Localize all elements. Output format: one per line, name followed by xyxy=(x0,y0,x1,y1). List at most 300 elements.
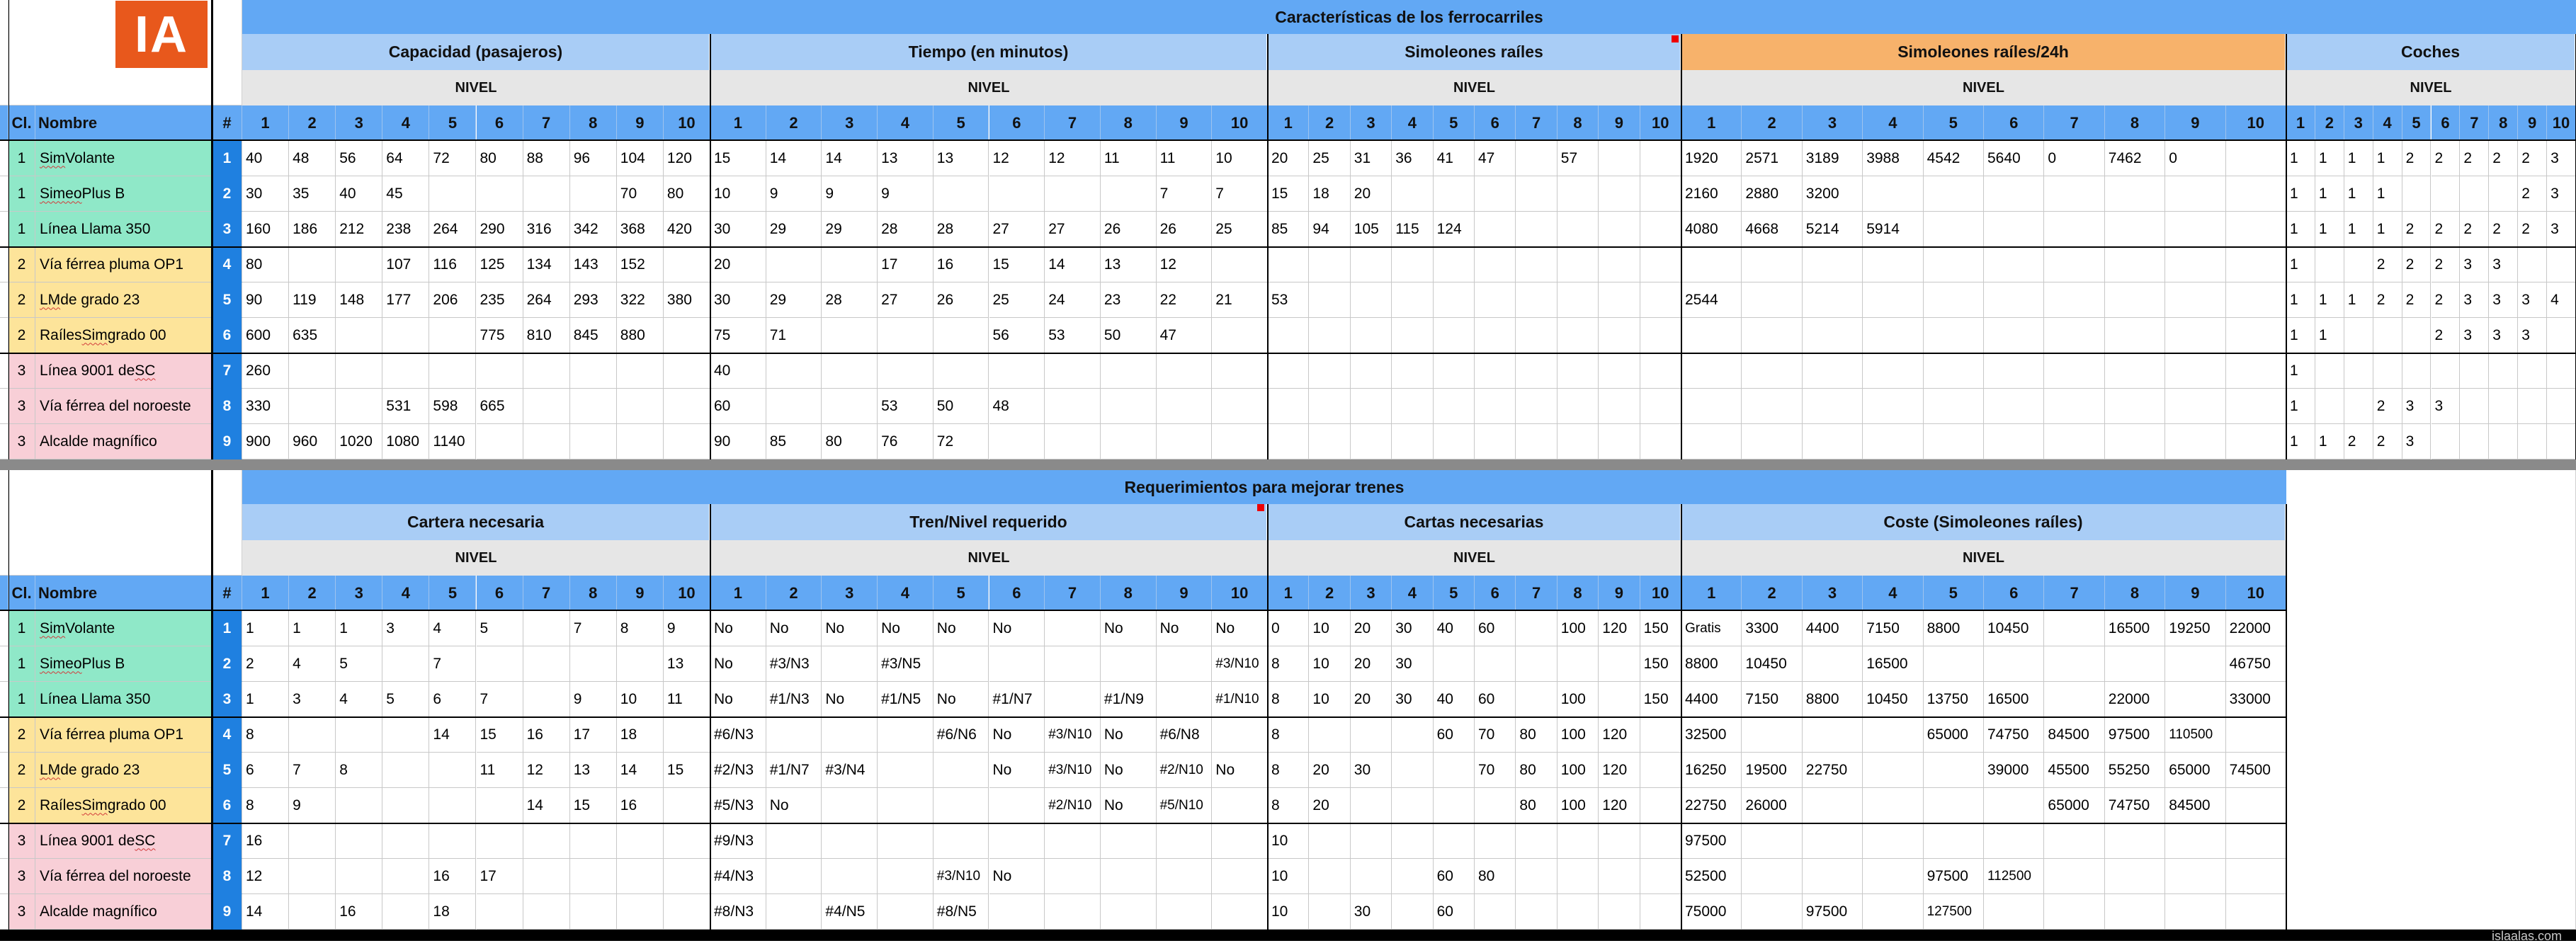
level-number[interactable]: 8 xyxy=(1101,576,1157,611)
data-cell[interactable] xyxy=(382,353,429,389)
data-cell[interactable]: 46750 xyxy=(2226,646,2286,682)
data-cell[interactable]: 7 xyxy=(429,646,476,682)
data-cell[interactable] xyxy=(570,353,617,389)
data-cell[interactable]: No xyxy=(989,753,1045,788)
data-cell[interactable] xyxy=(2105,212,2165,247)
data-cell[interactable] xyxy=(1599,859,1640,894)
row-number[interactable]: 7 xyxy=(212,823,242,859)
data-cell[interactable]: 72 xyxy=(934,424,989,459)
data-cell[interactable] xyxy=(1157,894,1213,930)
data-cell[interactable]: #1/N7 xyxy=(766,753,822,788)
row-gutter[interactable] xyxy=(0,859,8,894)
data-cell[interactable]: 152 xyxy=(617,247,664,282)
group-header[interactable]: Coste (Simoleones raíles) xyxy=(1681,504,2286,540)
data-cell[interactable] xyxy=(2165,318,2225,353)
data-cell[interactable] xyxy=(2402,353,2432,389)
data-cell[interactable]: 8 xyxy=(1268,788,1309,823)
col-header-class[interactable]: Cl. xyxy=(8,105,35,141)
data-cell[interactable]: 22000 xyxy=(2105,682,2165,717)
level-band[interactable]: NIVEL xyxy=(1681,540,2286,576)
row-name[interactable]: LM de grado 23 xyxy=(35,753,212,788)
data-cell[interactable]: 19250 xyxy=(2165,611,2225,646)
row-class[interactable]: 1 xyxy=(8,212,35,247)
data-cell[interactable]: No xyxy=(822,682,878,717)
data-cell[interactable] xyxy=(617,353,664,389)
data-cell[interactable] xyxy=(1742,859,1802,894)
data-cell[interactable] xyxy=(1101,859,1157,894)
data-cell[interactable] xyxy=(1101,176,1157,212)
data-cell[interactable] xyxy=(477,823,523,859)
row-class[interactable]: 2 xyxy=(8,318,35,353)
data-cell[interactable] xyxy=(2344,389,2373,424)
data-cell[interactable]: 70 xyxy=(1475,753,1516,788)
data-cell[interactable]: 2880 xyxy=(1742,176,1802,212)
data-cell[interactable]: 90 xyxy=(242,282,289,318)
data-cell[interactable] xyxy=(1557,212,1599,247)
data-cell[interactable]: 20 xyxy=(1309,753,1350,788)
data-cell[interactable]: 9 xyxy=(822,176,878,212)
data-cell[interactable]: 40 xyxy=(336,176,382,212)
data-cell[interactable] xyxy=(1599,212,1640,247)
row-name[interactable]: Vía férrea pluma OP1 xyxy=(35,247,212,282)
data-cell[interactable] xyxy=(1351,859,1392,894)
data-cell[interactable] xyxy=(1803,282,1863,318)
data-cell[interactable] xyxy=(2165,353,2225,389)
data-cell[interactable]: 3 xyxy=(2547,141,2576,176)
data-cell[interactable]: 30 xyxy=(1351,894,1392,930)
group-header[interactable]: Cartas necesarias xyxy=(1268,504,1681,540)
data-cell[interactable]: 74750 xyxy=(2105,788,2165,823)
row-gutter[interactable] xyxy=(0,318,8,353)
level-number[interactable]: 4 xyxy=(382,105,429,141)
data-cell[interactable] xyxy=(570,389,617,424)
data-cell[interactable]: 134 xyxy=(523,247,570,282)
data-cell[interactable] xyxy=(1475,212,1516,247)
data-cell[interactable]: 900 xyxy=(242,424,289,459)
data-cell[interactable]: No xyxy=(934,611,989,646)
data-cell[interactable] xyxy=(1924,212,1984,247)
data-cell[interactable] xyxy=(1803,717,1863,753)
data-cell[interactable] xyxy=(1742,717,1802,753)
data-cell[interactable]: 1 xyxy=(2344,141,2373,176)
data-cell[interactable] xyxy=(2105,424,2165,459)
data-cell[interactable]: 105 xyxy=(1351,212,1392,247)
level-number[interactable]: 2 xyxy=(1742,576,1802,611)
data-cell[interactable]: 8800 xyxy=(1681,646,1742,682)
data-cell[interactable]: 290 xyxy=(477,212,523,247)
data-cell[interactable]: 1 xyxy=(2286,318,2315,353)
data-cell[interactable] xyxy=(1516,282,1557,318)
data-cell[interactable]: #6/N6 xyxy=(934,717,989,753)
data-cell[interactable]: #8/N5 xyxy=(934,894,989,930)
data-cell[interactable] xyxy=(1742,894,1802,930)
data-cell[interactable] xyxy=(382,788,429,823)
level-number[interactable]: 5 xyxy=(1924,576,1984,611)
data-cell[interactable]: 17 xyxy=(477,859,523,894)
data-cell[interactable] xyxy=(2344,318,2373,353)
data-cell[interactable] xyxy=(766,247,822,282)
row-number[interactable]: 9 xyxy=(212,424,242,459)
data-cell[interactable]: 9 xyxy=(289,788,336,823)
data-cell[interactable] xyxy=(1434,646,1475,682)
data-cell[interactable]: 3 xyxy=(382,611,429,646)
data-cell[interactable] xyxy=(1212,318,1268,353)
row-gutter[interactable] xyxy=(0,424,8,459)
data-cell[interactable] xyxy=(1924,823,1984,859)
data-cell[interactable] xyxy=(1101,823,1157,859)
data-cell[interactable]: 94 xyxy=(1309,212,1350,247)
row-number[interactable]: 9 xyxy=(212,894,242,930)
data-cell[interactable]: 71 xyxy=(766,318,822,353)
row-gutter[interactable] xyxy=(0,389,8,424)
data-cell[interactable] xyxy=(989,176,1045,212)
data-cell[interactable] xyxy=(382,823,429,859)
data-cell[interactable] xyxy=(523,682,570,717)
data-cell[interactable] xyxy=(1309,353,1350,389)
data-cell[interactable]: 5640 xyxy=(1984,141,2044,176)
data-cell[interactable] xyxy=(1924,389,1984,424)
data-cell[interactable] xyxy=(2226,141,2286,176)
data-cell[interactable]: 2 xyxy=(2432,318,2461,353)
data-cell[interactable] xyxy=(1640,788,1681,823)
level-number[interactable]: 5 xyxy=(934,576,989,611)
data-cell[interactable] xyxy=(1392,282,1433,318)
data-cell[interactable]: 30 xyxy=(1351,753,1392,788)
data-cell[interactable] xyxy=(1434,247,1475,282)
level-number[interactable]: 9 xyxy=(2518,105,2547,141)
data-cell[interactable] xyxy=(878,788,934,823)
data-cell[interactable]: 60 xyxy=(1434,894,1475,930)
data-cell[interactable] xyxy=(822,247,878,282)
data-cell[interactable]: 119 xyxy=(289,282,336,318)
data-cell[interactable]: 120 xyxy=(1599,717,1640,753)
data-cell[interactable] xyxy=(2044,318,2104,353)
data-cell[interactable]: No xyxy=(822,611,878,646)
data-cell[interactable]: 16 xyxy=(336,894,382,930)
data-cell[interactable]: 316 xyxy=(523,212,570,247)
data-cell[interactable]: 2 xyxy=(2373,282,2402,318)
data-cell[interactable] xyxy=(1803,424,1863,459)
data-cell[interactable] xyxy=(1392,753,1433,788)
row-number[interactable]: 8 xyxy=(212,859,242,894)
col-header-num[interactable]: # xyxy=(212,576,242,611)
data-cell[interactable] xyxy=(2226,859,2286,894)
data-cell[interactable] xyxy=(664,717,710,753)
data-cell[interactable] xyxy=(1640,318,1681,353)
data-cell[interactable]: 5 xyxy=(477,611,523,646)
data-cell[interactable]: 31 xyxy=(1351,141,1392,176)
data-cell[interactable]: 28 xyxy=(822,282,878,318)
data-cell[interactable]: 80 xyxy=(1516,753,1557,788)
data-cell[interactable] xyxy=(2226,212,2286,247)
level-number[interactable]: 9 xyxy=(617,105,664,141)
data-cell[interactable]: 84500 xyxy=(2044,717,2104,753)
data-cell[interactable]: 1 xyxy=(2344,212,2373,247)
data-cell[interactable] xyxy=(1863,859,1923,894)
data-cell[interactable]: 2 xyxy=(2373,247,2402,282)
data-cell[interactable] xyxy=(1351,282,1392,318)
data-cell[interactable] xyxy=(766,859,822,894)
data-cell[interactable] xyxy=(2165,212,2225,247)
data-cell[interactable]: 20 xyxy=(1268,141,1309,176)
data-cell[interactable]: 3988 xyxy=(1863,141,1923,176)
data-cell[interactable]: 70 xyxy=(1475,717,1516,753)
data-cell[interactable]: 1 xyxy=(2286,247,2315,282)
data-cell[interactable]: #4/N3 xyxy=(710,859,766,894)
data-cell[interactable] xyxy=(1742,318,1802,353)
data-cell[interactable] xyxy=(1516,859,1557,894)
row-name[interactable]: Línea 9001 de SC xyxy=(35,353,212,389)
data-cell[interactable] xyxy=(2044,611,2104,646)
data-cell[interactable] xyxy=(1863,823,1923,859)
data-cell[interactable] xyxy=(878,823,934,859)
data-cell[interactable] xyxy=(1863,247,1923,282)
data-cell[interactable] xyxy=(382,646,429,682)
row-gutter[interactable] xyxy=(0,176,8,212)
data-cell[interactable]: 16 xyxy=(617,788,664,823)
data-cell[interactable] xyxy=(1351,788,1392,823)
data-cell[interactable] xyxy=(1640,282,1681,318)
data-cell[interactable]: 72 xyxy=(429,141,476,176)
data-cell[interactable]: 3 xyxy=(2402,389,2432,424)
data-cell[interactable] xyxy=(1434,282,1475,318)
col-header-name[interactable]: Nombre xyxy=(35,105,212,141)
data-cell[interactable]: 235 xyxy=(477,282,523,318)
level-number[interactable]: 8 xyxy=(2489,105,2518,141)
level-number[interactable]: 7 xyxy=(2460,105,2489,141)
data-cell[interactable]: 120 xyxy=(1599,753,1640,788)
level-number[interactable]: 4 xyxy=(1863,105,1923,141)
level-number[interactable]: 8 xyxy=(1557,105,1599,141)
data-cell[interactable] xyxy=(2402,318,2432,353)
data-cell[interactable]: 65000 xyxy=(1924,717,1984,753)
data-cell[interactable] xyxy=(382,318,429,353)
data-cell[interactable]: 74500 xyxy=(2226,753,2286,788)
data-cell[interactable] xyxy=(429,353,476,389)
row-name[interactable]: LM de grado 23 xyxy=(35,282,212,318)
data-cell[interactable]: 10 xyxy=(1309,682,1350,717)
data-cell[interactable] xyxy=(664,247,710,282)
col-header-blank[interactable] xyxy=(0,576,8,611)
data-cell[interactable]: 30 xyxy=(1392,682,1433,717)
data-cell[interactable]: 80 xyxy=(1516,788,1557,823)
row-class[interactable]: 3 xyxy=(8,389,35,424)
level-number[interactable]: 10 xyxy=(1212,105,1268,141)
data-cell[interactable] xyxy=(289,823,336,859)
data-cell[interactable] xyxy=(1924,646,1984,682)
data-cell[interactable]: 22000 xyxy=(2226,611,2286,646)
level-number[interactable]: 3 xyxy=(822,105,878,141)
corner-blank[interactable] xyxy=(8,470,212,576)
data-cell[interactable] xyxy=(2460,353,2489,389)
data-cell[interactable]: 2 xyxy=(2489,141,2518,176)
data-cell[interactable]: 3 xyxy=(2518,318,2547,353)
data-cell[interactable]: 40 xyxy=(710,353,766,389)
data-cell[interactable]: 88 xyxy=(523,141,570,176)
col-header-class[interactable]: Cl. xyxy=(8,576,35,611)
row-name[interactable]: Alcalde magnífico xyxy=(35,894,212,930)
data-cell[interactable]: 16 xyxy=(242,823,289,859)
data-cell[interactable] xyxy=(1268,424,1309,459)
row-class[interactable]: 1 xyxy=(8,646,35,682)
data-cell[interactable] xyxy=(477,646,523,682)
data-cell[interactable] xyxy=(1475,176,1516,212)
data-cell[interactable]: 116 xyxy=(429,247,476,282)
data-cell[interactable]: 12 xyxy=(989,141,1045,176)
data-cell[interactable]: 2 xyxy=(2432,212,2461,247)
data-cell[interactable] xyxy=(1557,424,1599,459)
level-number[interactable]: 4 xyxy=(1392,105,1433,141)
data-cell[interactable] xyxy=(1392,353,1433,389)
data-cell[interactable]: #8/N3 xyxy=(710,894,766,930)
data-cell[interactable]: #5/N10 xyxy=(1157,788,1213,823)
data-cell[interactable]: 11 xyxy=(1157,141,1213,176)
row-class[interactable]: 2 xyxy=(8,788,35,823)
level-number[interactable]: 3 xyxy=(1803,576,1863,611)
level-number[interactable]: 4 xyxy=(2373,105,2402,141)
data-cell[interactable]: 14 xyxy=(523,788,570,823)
data-cell[interactable]: No xyxy=(710,682,766,717)
data-cell[interactable] xyxy=(2518,389,2547,424)
data-cell[interactable] xyxy=(382,859,429,894)
level-band[interactable]: NIVEL xyxy=(242,70,710,105)
data-cell[interactable]: 85 xyxy=(766,424,822,459)
data-cell[interactable]: 64 xyxy=(382,141,429,176)
data-cell[interactable] xyxy=(1984,823,2044,859)
data-cell[interactable]: 1 xyxy=(242,611,289,646)
data-cell[interactable] xyxy=(1640,212,1681,247)
level-number[interactable]: 2 xyxy=(1309,105,1350,141)
row-header-blank[interactable] xyxy=(0,470,8,576)
data-cell[interactable] xyxy=(570,424,617,459)
data-cell[interactable] xyxy=(1101,353,1157,389)
level-band[interactable]: NIVEL xyxy=(2286,70,2576,105)
data-cell[interactable]: 56 xyxy=(336,141,382,176)
data-cell[interactable] xyxy=(2105,823,2165,859)
data-cell[interactable] xyxy=(2547,318,2576,353)
data-cell[interactable] xyxy=(1268,318,1309,353)
data-cell[interactable] xyxy=(617,424,664,459)
data-cell[interactable] xyxy=(1557,646,1599,682)
data-cell[interactable]: 1140 xyxy=(429,424,476,459)
data-cell[interactable] xyxy=(989,646,1045,682)
data-cell[interactable]: No xyxy=(878,611,934,646)
data-cell[interactable] xyxy=(477,894,523,930)
row-number[interactable]: 2 xyxy=(212,646,242,682)
row-class[interactable]: 2 xyxy=(8,717,35,753)
data-cell[interactable] xyxy=(989,894,1045,930)
data-cell[interactable]: 80 xyxy=(822,424,878,459)
data-cell[interactable]: 4400 xyxy=(1803,611,1863,646)
data-cell[interactable] xyxy=(477,176,523,212)
data-cell[interactable] xyxy=(1599,682,1640,717)
data-cell[interactable]: 4400 xyxy=(1681,682,1742,717)
data-cell[interactable]: 25 xyxy=(1309,141,1350,176)
level-number[interactable]: 1 xyxy=(710,576,766,611)
data-cell[interactable] xyxy=(429,753,476,788)
data-cell[interactable]: 8 xyxy=(1268,753,1309,788)
group-header[interactable]: Simoleones raíles/24h xyxy=(1681,34,2286,70)
data-cell[interactable] xyxy=(336,788,382,823)
data-cell[interactable] xyxy=(2432,176,2461,212)
data-cell[interactable]: 28 xyxy=(878,212,934,247)
data-cell[interactable]: 1 xyxy=(2315,212,2344,247)
data-cell[interactable] xyxy=(1863,894,1923,930)
data-cell[interactable]: 12 xyxy=(1157,247,1213,282)
data-cell[interactable] xyxy=(1392,894,1433,930)
data-cell[interactable] xyxy=(1640,389,1681,424)
data-cell[interactable] xyxy=(2344,353,2373,389)
data-cell[interactable] xyxy=(1863,176,1923,212)
data-cell[interactable] xyxy=(1742,353,1802,389)
group-header[interactable]: Cartera necesaria xyxy=(242,504,710,540)
data-cell[interactable] xyxy=(934,753,989,788)
data-cell[interactable]: 2 xyxy=(2518,212,2547,247)
data-cell[interactable]: 1 xyxy=(2373,212,2402,247)
data-cell[interactable]: 3300 xyxy=(1742,611,1802,646)
data-cell[interactable] xyxy=(1309,389,1350,424)
data-cell[interactable] xyxy=(1392,823,1433,859)
data-cell[interactable] xyxy=(1045,894,1101,930)
data-cell[interactable] xyxy=(2547,389,2576,424)
data-cell[interactable]: 2160 xyxy=(1681,176,1742,212)
data-cell[interactable] xyxy=(1599,176,1640,212)
data-cell[interactable] xyxy=(1351,247,1392,282)
data-cell[interactable]: 52500 xyxy=(1681,859,1742,894)
data-cell[interactable] xyxy=(1157,823,1213,859)
data-cell[interactable]: 148 xyxy=(336,282,382,318)
data-cell[interactable]: 238 xyxy=(382,212,429,247)
data-cell[interactable] xyxy=(1475,389,1516,424)
row-name[interactable]: Sim Volante xyxy=(35,141,212,176)
data-cell[interactable] xyxy=(523,424,570,459)
data-cell[interactable] xyxy=(878,353,934,389)
data-cell[interactable]: 30 xyxy=(1392,646,1433,682)
data-cell[interactable]: 120 xyxy=(1599,611,1640,646)
data-cell[interactable] xyxy=(822,353,878,389)
data-cell[interactable] xyxy=(1984,788,2044,823)
data-cell[interactable] xyxy=(2165,894,2225,930)
data-cell[interactable]: 3 xyxy=(2489,318,2518,353)
data-cell[interactable] xyxy=(1212,247,1268,282)
data-cell[interactable]: 17 xyxy=(570,717,617,753)
data-cell[interactable]: 13750 xyxy=(1924,682,1984,717)
data-cell[interactable]: 18 xyxy=(429,894,476,930)
row-class[interactable]: 2 xyxy=(8,247,35,282)
row-gutter[interactable] xyxy=(0,247,8,282)
data-cell[interactable]: 12 xyxy=(1045,141,1101,176)
data-cell[interactable]: 26 xyxy=(1157,212,1213,247)
data-cell[interactable] xyxy=(1681,247,1742,282)
level-number[interactable]: 7 xyxy=(1516,576,1557,611)
data-cell[interactable] xyxy=(2432,424,2461,459)
data-cell[interactable] xyxy=(878,753,934,788)
level-band[interactable]: NIVEL xyxy=(710,70,1268,105)
data-cell[interactable]: 7462 xyxy=(2105,141,2165,176)
data-cell[interactable] xyxy=(1212,424,1268,459)
data-cell[interactable]: 20 xyxy=(1351,176,1392,212)
row-name[interactable]: Línea Llama 350 xyxy=(35,682,212,717)
data-cell[interactable] xyxy=(1045,389,1101,424)
level-number[interactable]: 3 xyxy=(1351,105,1392,141)
data-cell[interactable]: 25 xyxy=(989,282,1045,318)
level-number[interactable]: 7 xyxy=(2044,576,2104,611)
row-class[interactable]: 3 xyxy=(8,894,35,930)
comment-marker-icon[interactable] xyxy=(1257,504,1264,511)
data-cell[interactable] xyxy=(1212,894,1268,930)
data-cell[interactable] xyxy=(1803,389,1863,424)
data-cell[interactable]: 2 xyxy=(2460,212,2489,247)
